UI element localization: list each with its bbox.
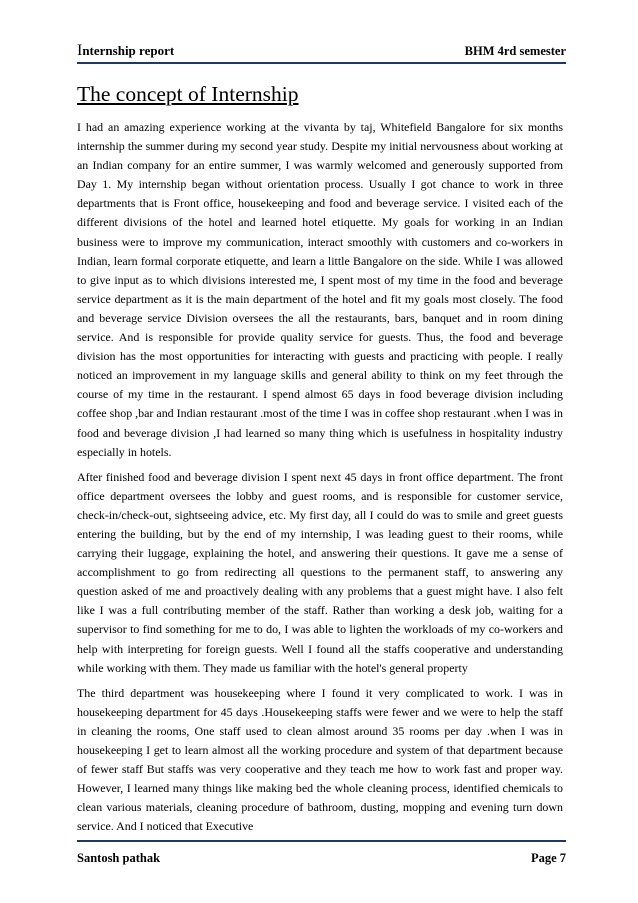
header-report-title	[77, 42, 174, 60]
body-paragraph: I had an amazing experience working at the vivanta by taj, Whitefield Bangalore for six months internship the summer during my second year study. Despite my initial nervousness about working at an Indian company for an entire summer, I was warmly welcomed and generously supported from Day 1. My internship began without orientation process. Usually I got chance to work in three departments that is Front office, housekeeping and food and beverage service. I visited each of the different divisions of the hotel and learned hotel etiquette. My goals for working in an Indian business were to improve my communication, interact smoothly with customers and co-workers in Indian, learn formal corporate etiquette, and learn a little Bangalore on the side. While I was allowed to give input as to which divisions interested me, I spent most of my time in the food and beverage service department as it is the main department of the hotel and fit my goals most closely. The food and beverage service Division oversees the all the restaurants, bars, banquet and in room dining service. And is responsible for provide quality service for guests. Thus, the food and beverage division has the most opportunities for interacting with guests and practicing with people. I really noticed an improvement in my language skills and general ability to think on my feet through the course of my time in the restaurant. I spend almost 65 days in food beverage division including coffee shop ,bar and Indian restaurant .most of the time I was in coffee shop restaurant .when I was in food and beverage division ,I had learned so many thing which is usefulness in hospitality industry especially in hotels.	[77, 120, 563, 459]
header-report-title-rest: nternship report	[82, 43, 175, 58]
section-title: The concept of Internship	[77, 82, 299, 106]
footer-page-number: Page 7	[530, 851, 566, 865]
page-body	[77, 78, 563, 842]
footer-author: Santosh pathak	[77, 851, 161, 865]
body-paragraph: The third department was housekeeping where I found it very complicated to work. I was in housekeeping department for 45 days .Housekeeping staffs were fewer and we were to help the staff in cleaning the rooms, One staff used to clean almost around 35 rooms per day .when I was in housekeeping I get to learn almost all the working procedure and system of that department because of fewer staff But staffs was very cooperative and they teach me how to work fast and proper way. However, I learned many things like making bed the whole cleaning process, identified chemicals to clean various materials, cleaning procedure of bathroom, dusting, mopping and evening turn down service. And I noticed that Executive	[77, 685, 563, 834]
header-semester: BHM 4rd semester	[464, 44, 566, 58]
page-header	[77, 40, 566, 64]
header-report-title-initial: I	[77, 42, 83, 59]
body-paragraph: After finished food and beverage division I spent next 45 days in front office department. The front office department oversees the lobby and guest rooms, and is responsible for customer service, check-in/check-out, sightseeing advice, etc. My first day, all I could do was to smile and greet guests entering the building, but by the end of my internship, I was leading guest to their rooms, while carrying their luggage, explaining the hotel, and answering their questions. It gave me a sense of accomplishment to go from redirecting all questions to the permanent staff, to answering any question asked of me and proactively dealing with any problems that a guest might have. I also felt like I was a full contributing member of the staff. Rather than working a desk job, waiting for a supervisor to find something for me to do, I was able to lighten the workloads of my co-workers and help with interpreting for foreign guests. Well I found all the staffs cooperative and understanding while working with them. They made us familiar with the hotel's general property	[77, 469, 563, 675]
page-footer	[77, 840, 566, 872]
